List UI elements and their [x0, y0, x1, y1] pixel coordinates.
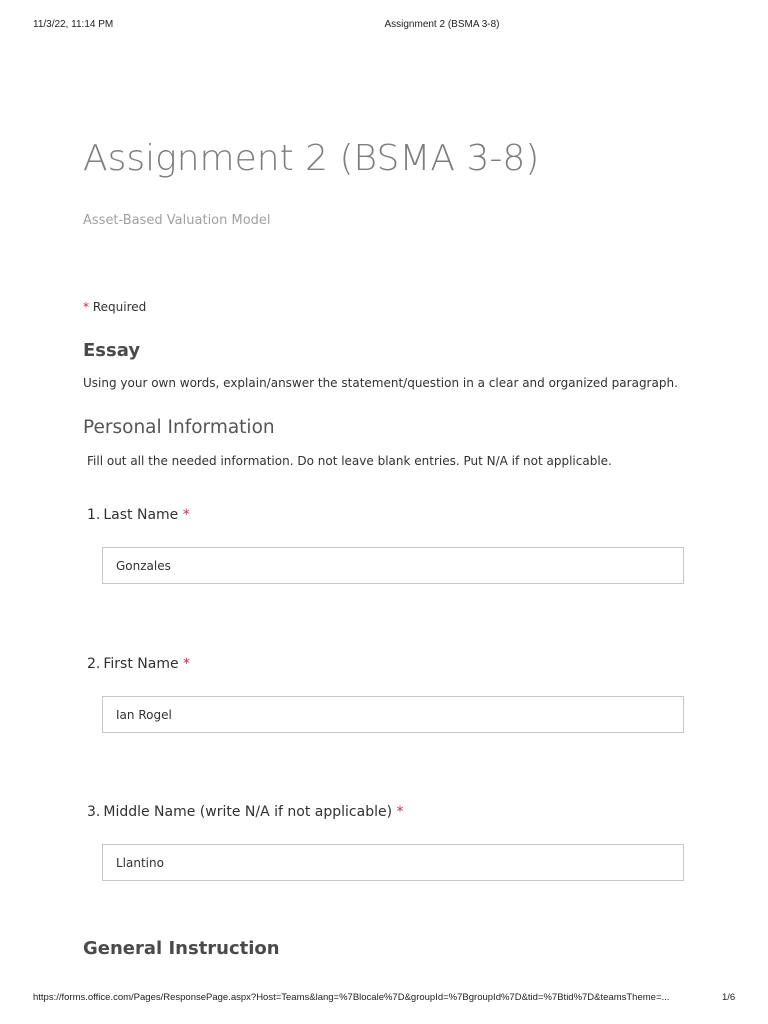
- last-name-value: Gonzales: [116, 559, 171, 573]
- required-star: *: [83, 300, 89, 314]
- question-number: 2.: [87, 656, 101, 672]
- middle-name-value: Llantino: [116, 856, 164, 870]
- section-title-general-instruction: General Instruction: [83, 938, 280, 959]
- question-label-middle-name: [87, 804, 404, 820]
- print-url: https://forms.office.com/Pages/ResponsePage.aspx?Host=Teams&lang=%7Blocale%7D&groupId=%7BgroupId%7D&tid=%7Btid%7D&teamsTheme=...: [33, 992, 670, 1003]
- question-label-last-name: [87, 507, 190, 523]
- question-text: Last Name: [103, 507, 179, 523]
- section-title-essay: Essay: [83, 340, 141, 361]
- question-label-first-name: [87, 656, 190, 672]
- required-star: *: [182, 507, 190, 523]
- section-desc-personal-info: Fill out all the needed information. Do not leave blank entries. Put N/A if not applicable.: [87, 454, 612, 468]
- required-note-label: Required: [92, 300, 147, 314]
- question-number: 1.: [87, 507, 101, 523]
- question-text: Middle Name (write N/A if not applicable): [103, 804, 393, 820]
- print-header: [0, 0, 768, 40]
- print-doc-title: Assignment 2 (BSMA 3-8): [384, 19, 500, 30]
- section-desc-essay: Using your own words, explain/answer the statement/question in a clear and organized paragraph.: [83, 376, 678, 390]
- section-title-personal-info: Personal Information: [83, 417, 275, 438]
- print-datetime: 11/3/22, 11:14 PM: [33, 19, 114, 30]
- middle-name-field[interactable]: [102, 844, 684, 881]
- form-title: Assignment 2 (BSMA 3-8): [83, 138, 540, 179]
- required-star: *: [396, 804, 404, 820]
- required-note: [83, 300, 146, 314]
- question-text: First Name: [103, 656, 179, 672]
- first-name-field[interactable]: [102, 696, 684, 733]
- question-number: 3.: [87, 804, 101, 820]
- last-name-field[interactable]: [102, 547, 684, 584]
- first-name-value: Ian Rogel: [116, 708, 172, 722]
- print-page-number: 1/6: [722, 992, 736, 1003]
- required-star: *: [183, 656, 191, 672]
- form-subtitle: Asset-Based Valuation Model: [83, 213, 271, 228]
